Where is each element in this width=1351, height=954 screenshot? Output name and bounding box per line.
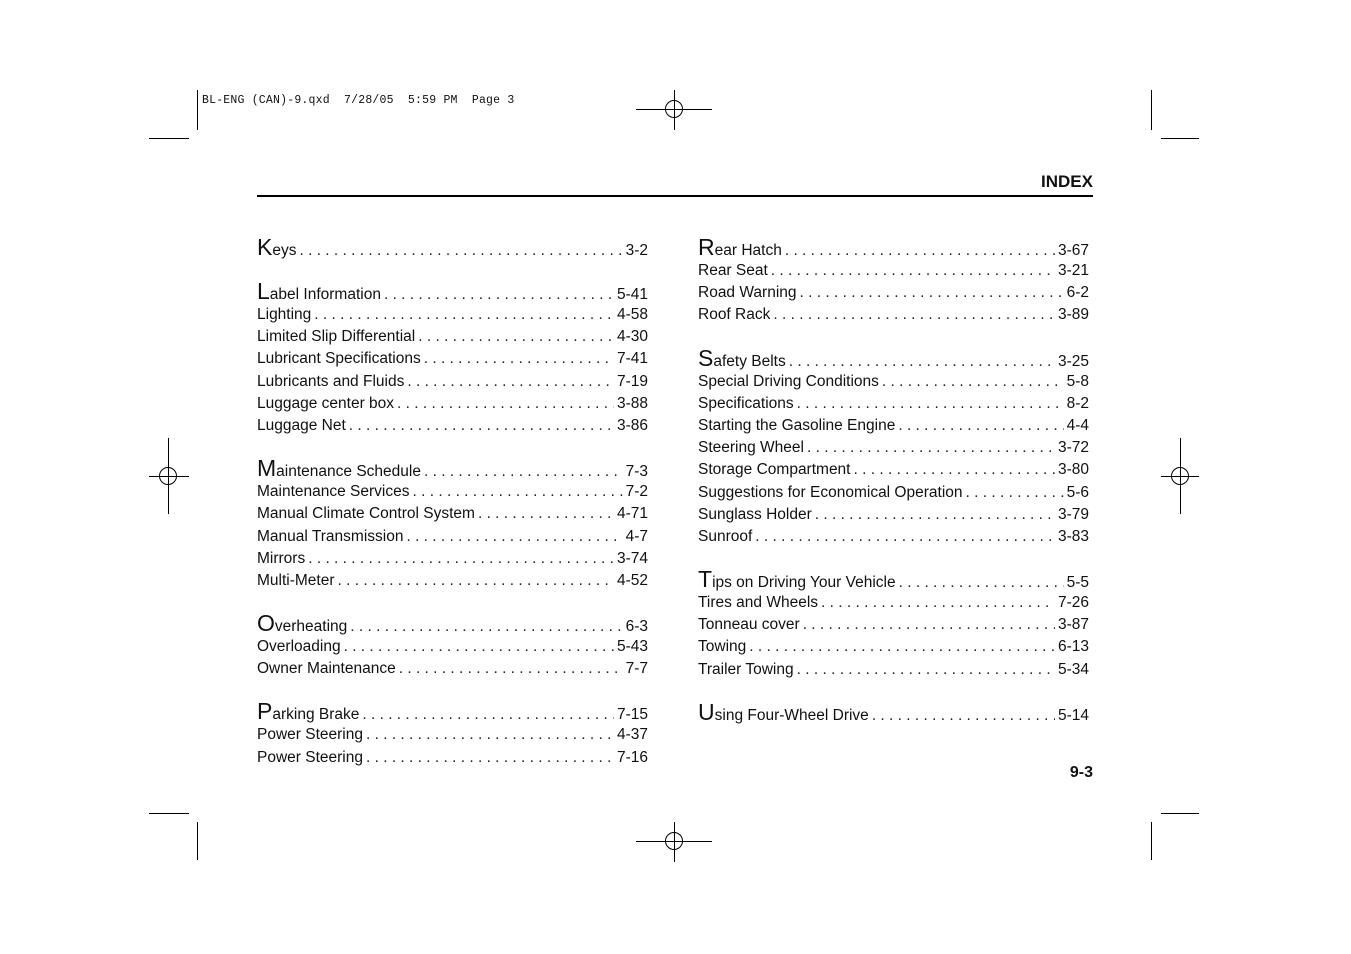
index-entry bbox=[257, 726, 648, 748]
dot-leader bbox=[966, 484, 1064, 502]
index-entry bbox=[698, 284, 1089, 306]
index-entry bbox=[257, 280, 648, 306]
index-term: Steering Wheel bbox=[698, 439, 804, 457]
index-term-rest: afety Belts bbox=[713, 352, 786, 370]
dot-leader bbox=[406, 528, 622, 546]
crop-mark bbox=[1161, 813, 1199, 814]
index-term: Lubricant Specifications bbox=[257, 350, 421, 368]
dot-leader bbox=[362, 706, 614, 724]
index-term: Rear Seat bbox=[698, 262, 768, 279]
dot-leader bbox=[815, 506, 1055, 524]
crop-mark bbox=[197, 90, 198, 130]
index-entry bbox=[257, 395, 648, 417]
dot-leader bbox=[478, 505, 614, 523]
index-initial-letter: T bbox=[698, 566, 713, 593]
dot-leader bbox=[789, 353, 1055, 371]
crop-mark bbox=[1151, 822, 1152, 860]
dot-leader bbox=[898, 417, 1063, 435]
index-page-ref: 3-67 bbox=[1057, 242, 1089, 259]
index-term: Multi-Meter bbox=[257, 571, 335, 589]
index-page-ref: 5-34 bbox=[1057, 660, 1089, 678]
index-entry bbox=[698, 344, 1089, 373]
index-letter-group bbox=[257, 457, 648, 594]
index-column-right bbox=[698, 236, 1089, 745]
page-title: INDEX bbox=[1041, 172, 1093, 191]
index-term: Maintenance Services bbox=[257, 483, 410, 501]
index-entry bbox=[257, 417, 648, 439]
dot-leader bbox=[418, 328, 614, 346]
index-page-ref: 4-37 bbox=[616, 726, 648, 744]
index-term: Lighting bbox=[257, 306, 312, 323]
index-term bbox=[698, 568, 896, 592]
dot-leader bbox=[797, 395, 1064, 413]
index-page-ref: 6-2 bbox=[1066, 284, 1089, 302]
dot-leader bbox=[407, 373, 614, 391]
registration-circle bbox=[159, 467, 177, 485]
dot-leader bbox=[803, 616, 1055, 634]
index-page-ref: 4-7 bbox=[625, 527, 648, 545]
index-term: Luggage Net bbox=[257, 416, 346, 434]
header-rule bbox=[257, 195, 1093, 197]
dot-leader bbox=[349, 417, 614, 435]
index-page-ref: 7-16 bbox=[616, 748, 648, 766]
index-term: Special Driving Conditions bbox=[698, 372, 879, 390]
index-term: Limited Slip Differential bbox=[257, 328, 416, 346]
dot-leader bbox=[424, 350, 614, 368]
index-page-ref: 4-52 bbox=[616, 571, 648, 589]
index-term: Power Steering bbox=[257, 726, 363, 744]
index-letter-group bbox=[257, 280, 648, 439]
index-page-ref: 3-74 bbox=[616, 549, 648, 567]
index-page-ref: 4-71 bbox=[616, 505, 648, 523]
index-letter-group bbox=[257, 700, 648, 770]
index-term: Manual Climate Control System bbox=[257, 505, 475, 523]
index-page-ref: 3-2 bbox=[625, 242, 648, 259]
index-letter-group bbox=[257, 236, 648, 262]
index-entry bbox=[698, 484, 1089, 506]
index-page-ref: 3-21 bbox=[1057, 262, 1089, 279]
index-term: Specifications bbox=[698, 394, 794, 412]
index-term-rest: abel Information bbox=[269, 286, 381, 303]
index-term: Overloading bbox=[257, 638, 341, 656]
index-term bbox=[698, 236, 782, 260]
index-entry bbox=[698, 439, 1089, 461]
dot-leader bbox=[807, 439, 1055, 457]
index-letter-group bbox=[698, 236, 1089, 329]
index-term bbox=[257, 280, 381, 304]
index-term bbox=[698, 698, 869, 725]
index-term bbox=[698, 344, 786, 371]
dot-leader bbox=[882, 373, 1064, 391]
dot-leader bbox=[785, 242, 1055, 260]
dot-leader bbox=[755, 528, 1055, 546]
index-term: Road Warning bbox=[698, 284, 797, 302]
index-page-ref: 5-5 bbox=[1066, 574, 1089, 592]
dot-leader bbox=[800, 284, 1064, 302]
index-term: Power Steering bbox=[257, 748, 363, 766]
index-page-ref: 3-87 bbox=[1057, 616, 1089, 634]
index-letter-group bbox=[698, 344, 1089, 551]
index-term: Mirrors bbox=[257, 549, 306, 567]
index-term: Luggage center box bbox=[257, 394, 395, 412]
index-term bbox=[257, 700, 359, 724]
index-page-ref: 3-86 bbox=[616, 416, 648, 434]
index-initial-letter: R bbox=[698, 234, 715, 260]
index-page-ref: 8-2 bbox=[1066, 394, 1089, 412]
index-initial-letter: L bbox=[257, 278, 270, 304]
index-page-ref: 7-7 bbox=[625, 660, 648, 678]
print-slug: BL-ENG (CAN)-9.qxd 7/28/05 5:59 PM Page 3 bbox=[202, 94, 515, 107]
index-letter-group bbox=[698, 698, 1089, 727]
index-page-ref: 5-8 bbox=[1066, 372, 1089, 390]
index-page-ref: 7-2 bbox=[625, 483, 648, 501]
dot-leader bbox=[872, 707, 1055, 725]
index-page-ref: 3-88 bbox=[616, 394, 648, 412]
index-entry bbox=[257, 350, 648, 372]
index-page-ref: 4-4 bbox=[1066, 416, 1089, 434]
index-entry bbox=[698, 698, 1089, 727]
index-initial-letter: K bbox=[257, 234, 273, 260]
index-term-rest: aintenance Schedule bbox=[276, 463, 421, 481]
index-entry bbox=[257, 328, 648, 350]
index-entry bbox=[698, 568, 1089, 594]
index-entry bbox=[698, 306, 1089, 328]
index-entry bbox=[257, 306, 648, 328]
dot-leader bbox=[350, 618, 622, 636]
dot-leader bbox=[397, 395, 614, 413]
index-term bbox=[257, 612, 347, 636]
index-entry bbox=[698, 506, 1089, 528]
index-entry bbox=[698, 594, 1089, 616]
index-entry bbox=[257, 612, 648, 638]
index-entry bbox=[257, 505, 648, 527]
index-page-ref: 7-3 bbox=[625, 463, 648, 481]
dot-leader bbox=[749, 638, 1055, 656]
dot-leader bbox=[308, 550, 614, 568]
page-number: 9-3 bbox=[1069, 764, 1093, 781]
index-page-ref: 3-79 bbox=[1057, 505, 1089, 523]
index-page-ref: 3-72 bbox=[1057, 439, 1089, 457]
index-entry bbox=[257, 550, 648, 572]
index-entry bbox=[698, 661, 1089, 683]
index-term bbox=[257, 457, 421, 481]
index-page-ref: 5-41 bbox=[616, 286, 648, 303]
index-term-rest: sing Four-Wheel Drive bbox=[714, 706, 869, 724]
index-page-ref: 3-89 bbox=[1057, 306, 1089, 324]
crop-mark bbox=[197, 822, 198, 860]
index-page-ref: 3-80 bbox=[1057, 461, 1089, 479]
index-entry bbox=[257, 749, 648, 771]
dot-leader bbox=[854, 461, 1055, 479]
index-term: Towing bbox=[698, 638, 747, 656]
index-page-ref: 5-14 bbox=[1057, 706, 1089, 724]
dot-leader bbox=[413, 483, 623, 501]
index-term: Sunglass Holder bbox=[698, 505, 812, 523]
index-term: Sunroof bbox=[698, 527, 753, 545]
index-entry bbox=[257, 483, 648, 505]
index-entry bbox=[257, 700, 648, 726]
index-entry bbox=[257, 457, 648, 483]
index-entry bbox=[698, 373, 1089, 395]
dot-leader bbox=[366, 726, 614, 744]
index-page-ref: 4-58 bbox=[616, 306, 648, 323]
index-initial-letter: M bbox=[257, 455, 277, 482]
index-entry bbox=[698, 638, 1089, 660]
index-entry bbox=[257, 638, 648, 660]
index-page-ref: 7-15 bbox=[616, 706, 648, 724]
index-term-rest: arking Brake bbox=[272, 706, 360, 724]
index-page-ref: 5-43 bbox=[616, 638, 648, 656]
index-term-rest: ear Hatch bbox=[714, 242, 782, 259]
index-entry bbox=[698, 528, 1089, 550]
index-initial-letter: S bbox=[698, 344, 714, 371]
dot-leader bbox=[424, 463, 623, 481]
dot-leader bbox=[384, 286, 614, 304]
index-page-ref: 4-30 bbox=[616, 328, 648, 346]
dot-leader bbox=[338, 572, 614, 590]
crop-mark bbox=[1161, 138, 1199, 139]
index-entry bbox=[698, 417, 1089, 439]
index-page-ref: 7-41 bbox=[616, 350, 648, 368]
crop-mark bbox=[149, 813, 189, 814]
index-term: Trailer Towing bbox=[698, 660, 794, 678]
index-letter-group bbox=[257, 612, 648, 682]
index-entry bbox=[257, 373, 648, 395]
index-entry bbox=[257, 660, 648, 682]
index-entry bbox=[257, 236, 648, 262]
index-term-rest: verheating bbox=[274, 618, 348, 636]
index-page-ref: 3-25 bbox=[1057, 352, 1089, 370]
registration-circle bbox=[1171, 467, 1189, 485]
index-term: Storage Compartment bbox=[698, 461, 851, 479]
index-letter-group bbox=[698, 568, 1089, 683]
index-term bbox=[257, 236, 296, 260]
registration-circle bbox=[665, 100, 683, 118]
dot-leader bbox=[399, 660, 623, 678]
index-page-ref: 7-19 bbox=[616, 372, 648, 390]
crop-mark bbox=[1151, 90, 1152, 130]
dot-leader bbox=[773, 306, 1055, 324]
dot-leader bbox=[797, 661, 1055, 679]
index-term: Starting the Gasoline Engine bbox=[698, 416, 896, 434]
index-term: Tires and Wheels bbox=[698, 594, 819, 612]
index-initial-letter: P bbox=[257, 698, 273, 725]
index-entry bbox=[257, 528, 648, 550]
dot-leader bbox=[366, 749, 614, 767]
index-term: Suggestions for Economical Operation bbox=[698, 483, 963, 501]
index-page-ref: 7-26 bbox=[1057, 594, 1089, 612]
index-page-ref: 5-6 bbox=[1066, 483, 1089, 501]
index-term: Lubricants and Fluids bbox=[257, 372, 405, 390]
index-page-ref: 3-83 bbox=[1057, 527, 1089, 545]
crop-mark bbox=[149, 138, 189, 139]
registration-circle bbox=[665, 832, 683, 850]
index-page-ref: 6-13 bbox=[1057, 638, 1089, 656]
dot-leader bbox=[821, 594, 1055, 612]
index-term: Roof Rack bbox=[698, 306, 771, 324]
index-entry bbox=[698, 262, 1089, 284]
index-term-rest: eys bbox=[272, 242, 297, 259]
index-entry bbox=[698, 616, 1089, 638]
index-entry bbox=[698, 395, 1089, 417]
dot-leader bbox=[299, 242, 622, 260]
index-initial-letter: U bbox=[698, 698, 715, 725]
index-column-left bbox=[257, 236, 648, 789]
dot-leader bbox=[771, 262, 1055, 280]
index-page-ref: 6-3 bbox=[625, 618, 648, 636]
dot-leader bbox=[314, 306, 614, 324]
index-term: Tonneau cover bbox=[698, 616, 800, 634]
index-term: Manual Transmission bbox=[257, 527, 404, 545]
dot-leader bbox=[899, 574, 1064, 592]
index-entry bbox=[698, 236, 1089, 262]
index-term: Owner Maintenance bbox=[257, 660, 396, 678]
index-term-rest: ips on Driving Your Vehicle bbox=[712, 574, 896, 592]
index-initial-letter: O bbox=[257, 610, 275, 637]
index-entry bbox=[698, 461, 1089, 483]
index-entry bbox=[257, 572, 648, 594]
dot-leader bbox=[344, 638, 614, 656]
